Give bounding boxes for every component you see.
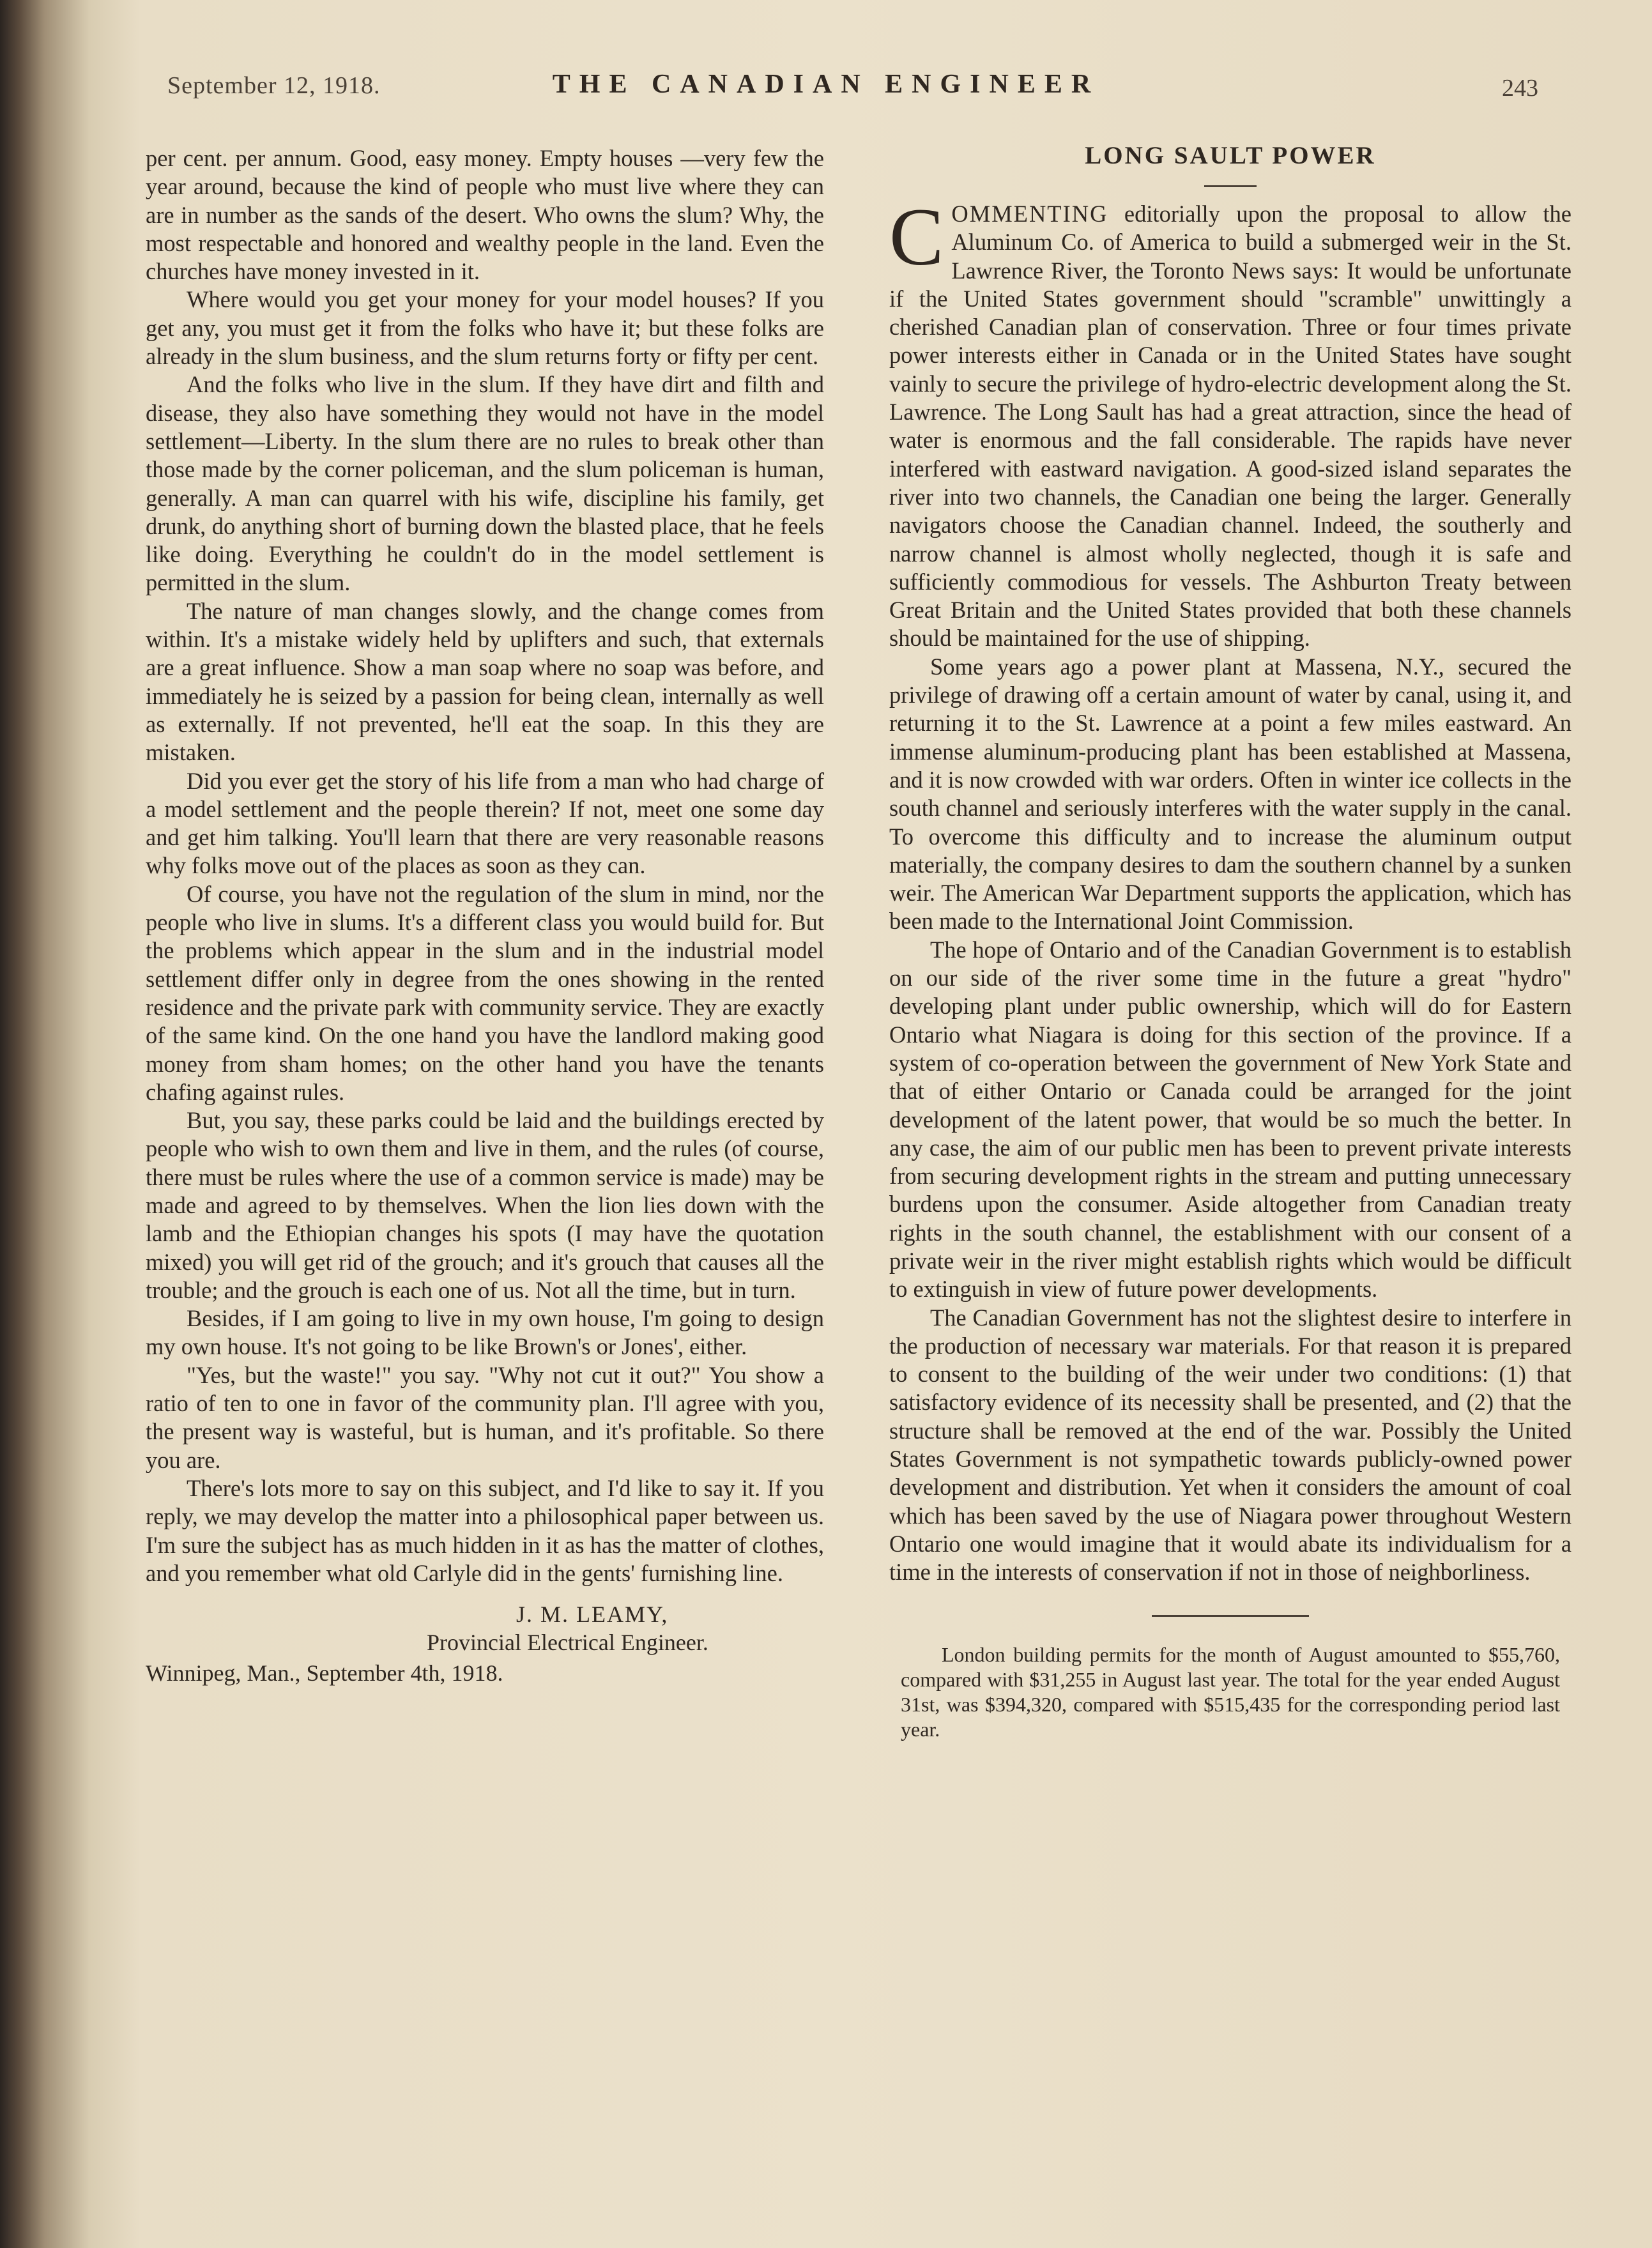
signature-place-date: Winnipeg, Man., September 4th, 1918.: [146, 1660, 503, 1686]
paragraph: Of course, you have not the regulation of the slum in mind, nor the people who live in slums. It's a different class you would build for. But the problems which appear in the slum and in the industrial model settlement differ only in degree from the ones showing in the rented residence and the private park with community service. They are exactly of the same kind. On the one hand you have the landlord making good money from sham homes; on the other hand you have the tenants chafing against rules.: [146, 880, 824, 1105]
paragraph: per cent. per annum. Good, easy money. Empty houses —very few the year around, because the kind of people who must live where they can are in number as the sands of the desert. Who owns the slum? Why, the most respectable and honored and wealthy people in the land. Even the churches have money invested in it.: [146, 145, 824, 285]
title-rule: [1204, 185, 1257, 187]
signature-name: J. M. LEAMY,: [516, 1602, 669, 1628]
opening-paragraph: [889, 192, 1572, 653]
paragraph: The hope of Ontario and of the Canadian Government is to establish on our side of the river some time in the future a great "hydro" developing plant under public ownership, which will do for Eastern Ontario what Niagara is doing for this section of the province. If a system of co-operation between the government of New York State and that of either Ontario or Canada could be arranged for the joint development of the latent power, that would be so much the better. In any case, the aim of our public men has been to prevent private interests from securing development rights in the stream and putting unnecessary burdens upon the consumer. Aside altogether from Canadian treaty rights in the south channel, the establishment with our consent of a private weir in the river might establish rights which would be difficult to extinguish in view of future power developments.: [889, 936, 1572, 1303]
paragraph: There's lots more to say on this subject, and I'd like to say it. If you reply, we may develop the matter into a philosophical paper between us. I'm sure the subject has as much hidden in it as has the matter of clothes, and you remember what old Carlyle did in the gents' furnishing line.: [146, 1474, 824, 1586]
paragraph: Did you ever get the story of his life from a man who had charge of a model settlement and the people therein? If not, meet one some day and get him talking. You'll learn that there are very reasonable reasons why folks move out of the places as soon as they can.: [146, 767, 824, 879]
journal-title: THE CANADIAN ENGINEER: [552, 70, 1100, 99]
paragraph: But, you say, these parks could be laid and the buildings erected by people who wish to own them and live in them, and the rules (of course, there must be rules where the use of a common service is made) may be made and agreed to by themselves. When the lion lies down with the lamb and the Ethiopian changes his spots (I may have the quotation mixed) you will get rid of the grouch; and it's grouch that causes all the trouble; and the grouch is each one of us. Not all the time, but in turn.: [146, 1107, 824, 1303]
opening-paragraph-text: editorially upon the proposal to allow the Aluminum Co. of America to build a submerged weir in the St. Lawrence River, the Toronto News says: It would be unfortunate if the United States government should "scramble" unwittingly a cherished Canadian plan of conservation. Three or four times private power interests either in Canada or in the United States have sought vainly to secure the privilege of hydro-electric development along the St. Lawrence. The Long Sault has had a great attraction, since the head of water is enormous and the fall considerable. The rapids have never interfered with eastward navigation. A good-sized island separates the river into two channels, the Canadian one being the larger. Generally navigators choose the Canadian channel. Indeed, the southerly and narrow channel is almost wholly neglected, though it is safe and sufficiently commodious for vessels. The Ashburton Treaty between Great Britain and the United States provided that both these channels should be maintained for the use of shipping.: [889, 201, 1572, 652]
section-rule: [1152, 1615, 1309, 1617]
letter-signature: [146, 1600, 824, 1696]
paragraph: The Canadian Government has not the slightest desire to interfere in the production of necessary war materials. For that reason it is prepared to consent to the building of the weir under two conditions: (1) that satisfactory evidence of its necessity shall be presented, and (2) that the structure shall be removed at the end of the war. Possibly the United States Government is not sympathetic towards publicly-owned power development and distribution. Yet when it considers the amount of coal which has been saved by the use of Niagara power throughout Western Ontario one would imagine that it would abate its individualism for a time in the interests of conservation if not in those of neighborliness.: [889, 1304, 1572, 1586]
page-number: 243: [1502, 75, 1538, 102]
paragraph: And the folks who live in the slum. If they have dirt and filth and disease, they also have something they would not have in the model settlement—Liberty. In the slum there are no rules to break other than those made by the corner policeman, and the slum policeman is human, generally. A man can quarrel with his wife, discipline his family, get drunk, do anything short of burning down the blasted place, that he feels like doing. Everything he couldn't do in the model settlement is permitted in the slum.: [146, 371, 824, 596]
running-header: [0, 72, 1652, 110]
building-permits-note: London building permits for the month of August amounted to $55,760, compared with $31,255 in August last year. The total for the year ended August 31st, was $394,320, compared with $515,435 for the corresponding period last year.: [901, 1642, 1560, 1741]
paragraph: Where would you get your money for your model houses? If you get any, you must get it from the folks who have it; but these folks are already in the slum business, and the slum returns forty or fifty per cent.: [146, 286, 824, 370]
opening-word: OMMENTING: [951, 201, 1108, 227]
paragraph: Besides, if I am going to live in my own house, I'm going to design my own house. It's not going to be like Brown's or Jones', either.: [146, 1305, 824, 1360]
drop-cap: C: [889, 192, 944, 282]
left-column: [146, 144, 824, 1696]
paragraph: The nature of man changes slowly, and the change comes from within. It's a mistake widely held by uplifters and such, that externals are a great influence. Show a man soap where no soap was before, and immediately he is seized by a passion for being clean, internally as well as externally. If not prevented, he'll eat the soap. In this they are mistaken.: [146, 597, 824, 766]
signature-title: Provincial Electrical Engineer.: [427, 1630, 708, 1656]
paragraph: "Yes, but the waste!" you say. "Why not cut it out?" You show a ratio of ten to one in favor of the community plan. I'll agree with you, the present way is wasteful, but is human, and it's profitable. So there you are.: [146, 1361, 824, 1473]
paragraph: Some years ago a power plant at Massena, N.Y., secured the privilege of drawing off a certain amount of water by canal, using it, and returning it to the St. Lawrence at a point a few miles eastward. An immense aluminum-producing plant has been established at Massena, and it is now crowded with war orders. Often in winter ice collects in the south channel and seriously interferes with the water supply in the canal. To overcome this difficulty and to increase the aluminum output materially, the company desires to dam the southern channel by a sunken weir. The American War Department supports the application, which has been made to the International Joint Commission.: [889, 653, 1572, 935]
right-column: [889, 142, 1572, 1742]
article-title: LONG SAULT POWER: [1085, 142, 1376, 169]
header-date: September 12, 1918.: [167, 72, 381, 99]
